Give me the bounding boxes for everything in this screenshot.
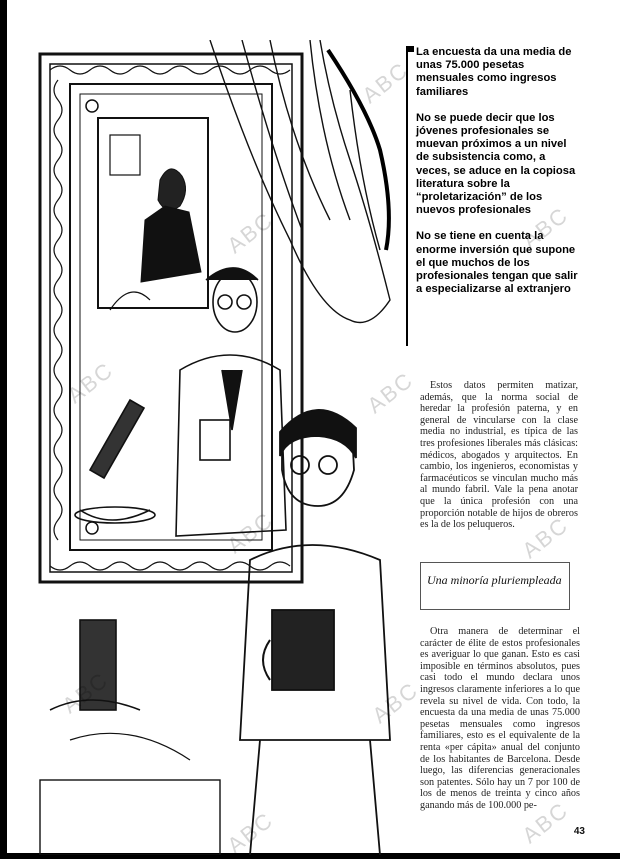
subhead-box xyxy=(420,562,570,610)
microscope-upper xyxy=(75,400,155,523)
inner-painting xyxy=(98,118,208,310)
pull-quote-1: La encuesta da una media de unas 75.000 pesetas mensuales como ingresos familiares xyxy=(416,46,572,98)
curtain xyxy=(210,40,390,323)
pull-quote-3: No se tiene en cuenta la enorme inversión que supone el que muchos de los profesionales tengan que salir a especializarse al extranjero xyxy=(416,230,578,296)
sidebar-pull-quotes xyxy=(406,46,578,346)
picture-frame xyxy=(40,54,302,582)
watermark: ABC xyxy=(357,56,414,109)
watermark: ABC xyxy=(367,676,424,729)
watermark: ABC xyxy=(222,506,279,559)
subhead: Una minoría pluriempleada xyxy=(427,573,562,587)
watermark: ABC xyxy=(222,206,279,259)
desk-microscope xyxy=(40,620,220,855)
cartoon-illustration xyxy=(10,40,405,855)
sidebar-rule xyxy=(406,46,414,52)
article-paragraph-1: Estos datos permiten matizar, además, que la norma social de heredar la profesión paterna, y en general de vincularse con la clase media no industrial, es típica de las tres profesiones liberales más clásicas: médicos, abogados y arquitectos. En cambio, los ingenieros, economistas y farmacéuticos se vinculan mucho más al mundo fabril. Vale la pena anotar que la única profesión con una proporción notable de hijos de obreros es la de los peluqueros. xyxy=(420,380,578,531)
watermark: ABC xyxy=(62,356,119,409)
watermark: ABC xyxy=(517,201,574,254)
watermark: ABC xyxy=(517,796,574,849)
watermark: ABC xyxy=(222,806,279,859)
pull-quote-2: No se puede decir que los jóvenes profesionales se muevan próximos a un nivel de subsistencia como, a veces, se aduce en la copiosa literatura sobre la “proletarización” de los nuevos profesionales xyxy=(416,111,576,217)
page-number: 43 xyxy=(573,826,585,837)
article-paragraph-2: Otra manera de determinar el carácter de élite de estos profesionales es averiguar lo que ganan. Esto es casi imposible en términos absolutos, pues casi todo el mundo declara unos ingresos claramente inferiores a lo que revela su nivel de vida. Con todo, la encuesta da una media de unas 75.000 pesetas mensuales como ingresos familiares, esto es el equivalente de la renta «per cápita» anual del conjunto de los habitantes de Barcelona. Desde luego, las diferencias generacionales son patentes. Sólo hay un 7 por 100 de los de menos de treinta y cinco años ganando más de 100.000 pe- xyxy=(420,626,580,811)
watermark: ABC xyxy=(362,366,419,419)
page-edge-left xyxy=(0,0,7,859)
watermark: ABC xyxy=(517,511,574,564)
